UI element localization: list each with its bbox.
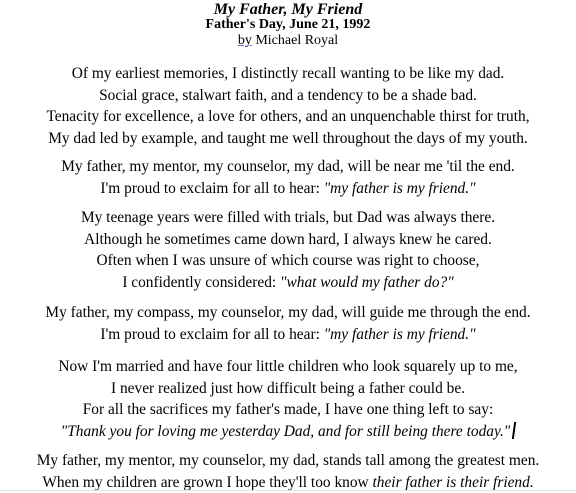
stanza-line <box>0 178 576 200</box>
stanza-4 <box>0 302 576 345</box>
line-plain-text: I'm proud to exclaim for all to hear: <box>100 180 323 197</box>
byline-by-word: by <box>238 33 252 48</box>
stanza-3 <box>0 207 576 293</box>
stanza-line: For all the sacrifices my father's made, I have one thing left to say: <box>0 399 576 421</box>
text-cursor <box>512 422 516 439</box>
stanza-line <box>0 272 576 294</box>
bottom-divider <box>0 490 576 491</box>
stanza-line: My father, my mentor, my counselor, my dad, stands tall among the greatest men. <box>0 450 576 472</box>
line-italic-quote: their father is their friend. <box>373 474 534 491</box>
stanza-line: Tenacity for excellence, a love for others, and an unquenchable thirst for truth, <box>0 106 576 128</box>
stanza-line: Although he sometimes came down hard, I always knew he cared. <box>0 229 576 251</box>
stanza-line[interactable] <box>0 421 576 443</box>
stanza-line: Now I'm married and have four little children who look squarely up to me, <box>0 356 576 378</box>
stanza-6 <box>0 450 576 493</box>
stanza-line: My father, my compass, my counselor, my dad, will guide me through the end. <box>0 302 576 324</box>
line-italic-quote: "my father is my friend." <box>324 326 476 343</box>
line-italic-quote: "what would my father do?" <box>280 274 454 291</box>
stanza-line: My teenage years were filled with trials, but Dad was always there. <box>0 207 576 229</box>
stanza-1 <box>0 63 576 149</box>
poem-title: My Father, My Friend <box>0 1 576 18</box>
stanza-line: My dad led by example, and taught me well throughout the days of my youth. <box>0 128 576 150</box>
byline-author: Michael Royal <box>252 33 338 48</box>
line-plain-text: I'm proud to exclaim for all to hear: <box>100 326 323 343</box>
line-plain-text: When my children are grown I hope they'll too know <box>42 474 372 491</box>
poem-byline <box>0 33 576 49</box>
line-italic-quote: "my father is my friend." <box>324 180 476 197</box>
stanza-2 <box>0 156 576 199</box>
stanza-5 <box>0 356 576 442</box>
stanza-line <box>0 324 576 346</box>
line-italic-quote: "Thank you for loving me yesterday Dad, and for still being there today." <box>61 423 511 440</box>
stanza-line: My father, my mentor, my counselor, my dad, will be near me 'til the end. <box>0 156 576 178</box>
line-plain-text: I confidently considered: <box>122 274 280 291</box>
poem-date: Father's Day, June 21, 1992 <box>0 17 576 33</box>
stanza-line: Often when I was unsure of which course was right to choose, <box>0 250 576 272</box>
stanza-line: Of my earliest memories, I distinctly recall wanting to be like my dad. <box>0 63 576 85</box>
stanza-line: Social grace, stalwart faith, and a tendency to be a shade bad. <box>0 85 576 107</box>
stanza-line: I never realized just how difficult being a father could be. <box>0 378 576 400</box>
